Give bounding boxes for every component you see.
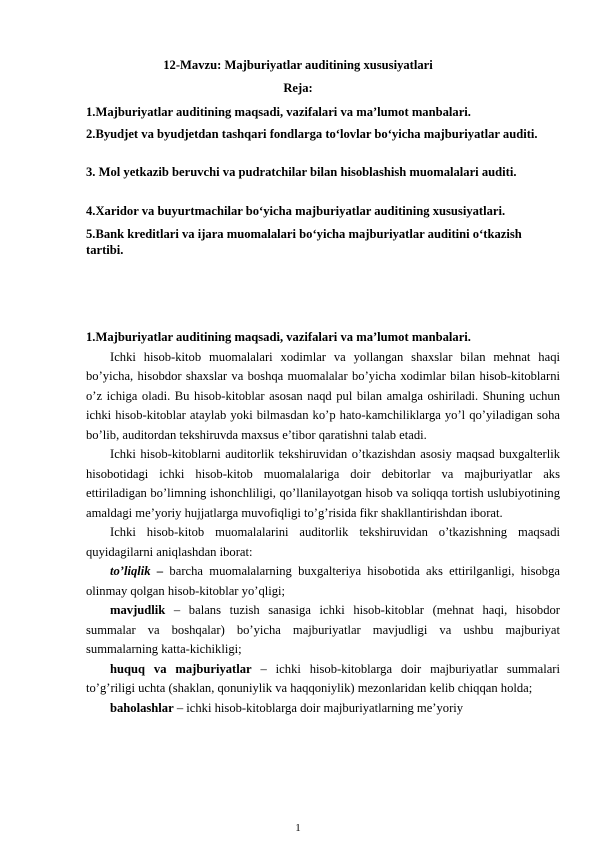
term-paragraph: [86, 660, 560, 699]
page-number: 1: [295, 822, 301, 834]
term-label: huquq va majburiyatlar: [110, 661, 252, 676]
document-title: 12-Mavzu: Majburiyatlar auditining xususiyatlari: [163, 58, 433, 72]
term-paragraph: [86, 562, 560, 601]
plan-item-1: 1.Majburiyatlar auditining maqsadi, vazifalari va ma’lumot manbalari.: [86, 105, 471, 119]
term-text: – ichki hisob-kitoblarga doir majburiyatlar summalari to’g’riligi uchta (shaklan, qonuniylik va haqqoniylik) mezonlaridan kelib chiqqan holda;: [86, 661, 560, 695]
term-text: – balans tuzish sanasiga ichki hisob-kitoblar (mehnat haqi, hisobdor summalar va boshqalar) bo’yicha majburiyatlar mavjudligi va ushbu majburiyat summalarning katta-kichikligi;: [86, 603, 560, 656]
section-heading: 1.Majburiyatlar auditining maqsadi, vazifalari va ma’lumot manbalari.: [86, 330, 471, 344]
plan-item-5: 5.Bank kreditlari va ijara muomalalari bo‘yicha majburiyatlar auditini o‘tkazish tartibi.: [86, 227, 522, 257]
term-label: baholashlar: [110, 700, 174, 715]
plan-item-3: 3. Mol yetkazib beruvchi va pudratchilar bilan hisoblashish muomalalari auditi.: [86, 165, 517, 179]
term-label: to’liqlik –: [110, 564, 164, 578]
term-label: mavjudlik: [110, 603, 166, 617]
document-body: [86, 328, 560, 718]
term-paragraph: [86, 601, 560, 660]
paragraph: Ichki hisob-kitob muomalalarini auditorlik tekshiruvidan o’tkazishning maqsadi quyidagilarni aniqlashdan iborat:: [86, 525, 560, 559]
plan-item-4: 4.Xaridor va buyurtmachilar bo‘yicha majburiyatlar auditining xususiyatlari.: [86, 204, 506, 218]
plan-heading: Reja:: [283, 81, 313, 95]
term-text: – ichki hisob-kitoblarga doir majburiyatlarning me’yoriy: [173, 700, 464, 715]
term-text: barcha muomalalarning buxgalteriya hisobotida aks ettirilganligi, hisobga olinmay qolgan hisob-kitoblar yo’qligi;: [86, 564, 560, 598]
plan-item-2: 2.Byudjet va byudjetdan tashqari fondlarga to‘lovlar bo‘yicha majburiyatlar auditi.: [86, 127, 538, 141]
paragraph: Ichki hisob-kitob muomalalari xodimlar va yollangan shaxslar bilan mehnat haqi bo’yicha, hisobdor shaxslar va boshqa muomalalar bo’yicha xodimlar bilan hisob-kitoblarni o’z ichiga oladi. Bu hisob-kitoblar asosan naqd pul bilan amalga oshiriladi. Shuning uchun ichki hisob-kitoblar ataylab yoki bilmasdan ko’p hato-kamchiliklarga yo’l qo’yiladigan soha bo’lib, auditordan tekshiruvda maxsus e’tibor qaratishni talab etadi.: [86, 349, 560, 442]
paragraph: Ichki hisob-kitoblarni auditorlik tekshiruvidan o’tkazishdan asosiy maqsad buxgalterlik hisobotidagi ichki hisob-kitob muomalalariga doir debitorlar va majburiyatlar aks ettiriladigan bo’limning ishonchliligi, qo’llanilayotgan hisob va soliqqa tortish uslubiyotining amaldagi me’yoriy hujjatlarga muvofiqligi to’g’risida fikr shakllantirishdan iborat.: [86, 447, 560, 520]
term-paragraph: [86, 699, 560, 719]
